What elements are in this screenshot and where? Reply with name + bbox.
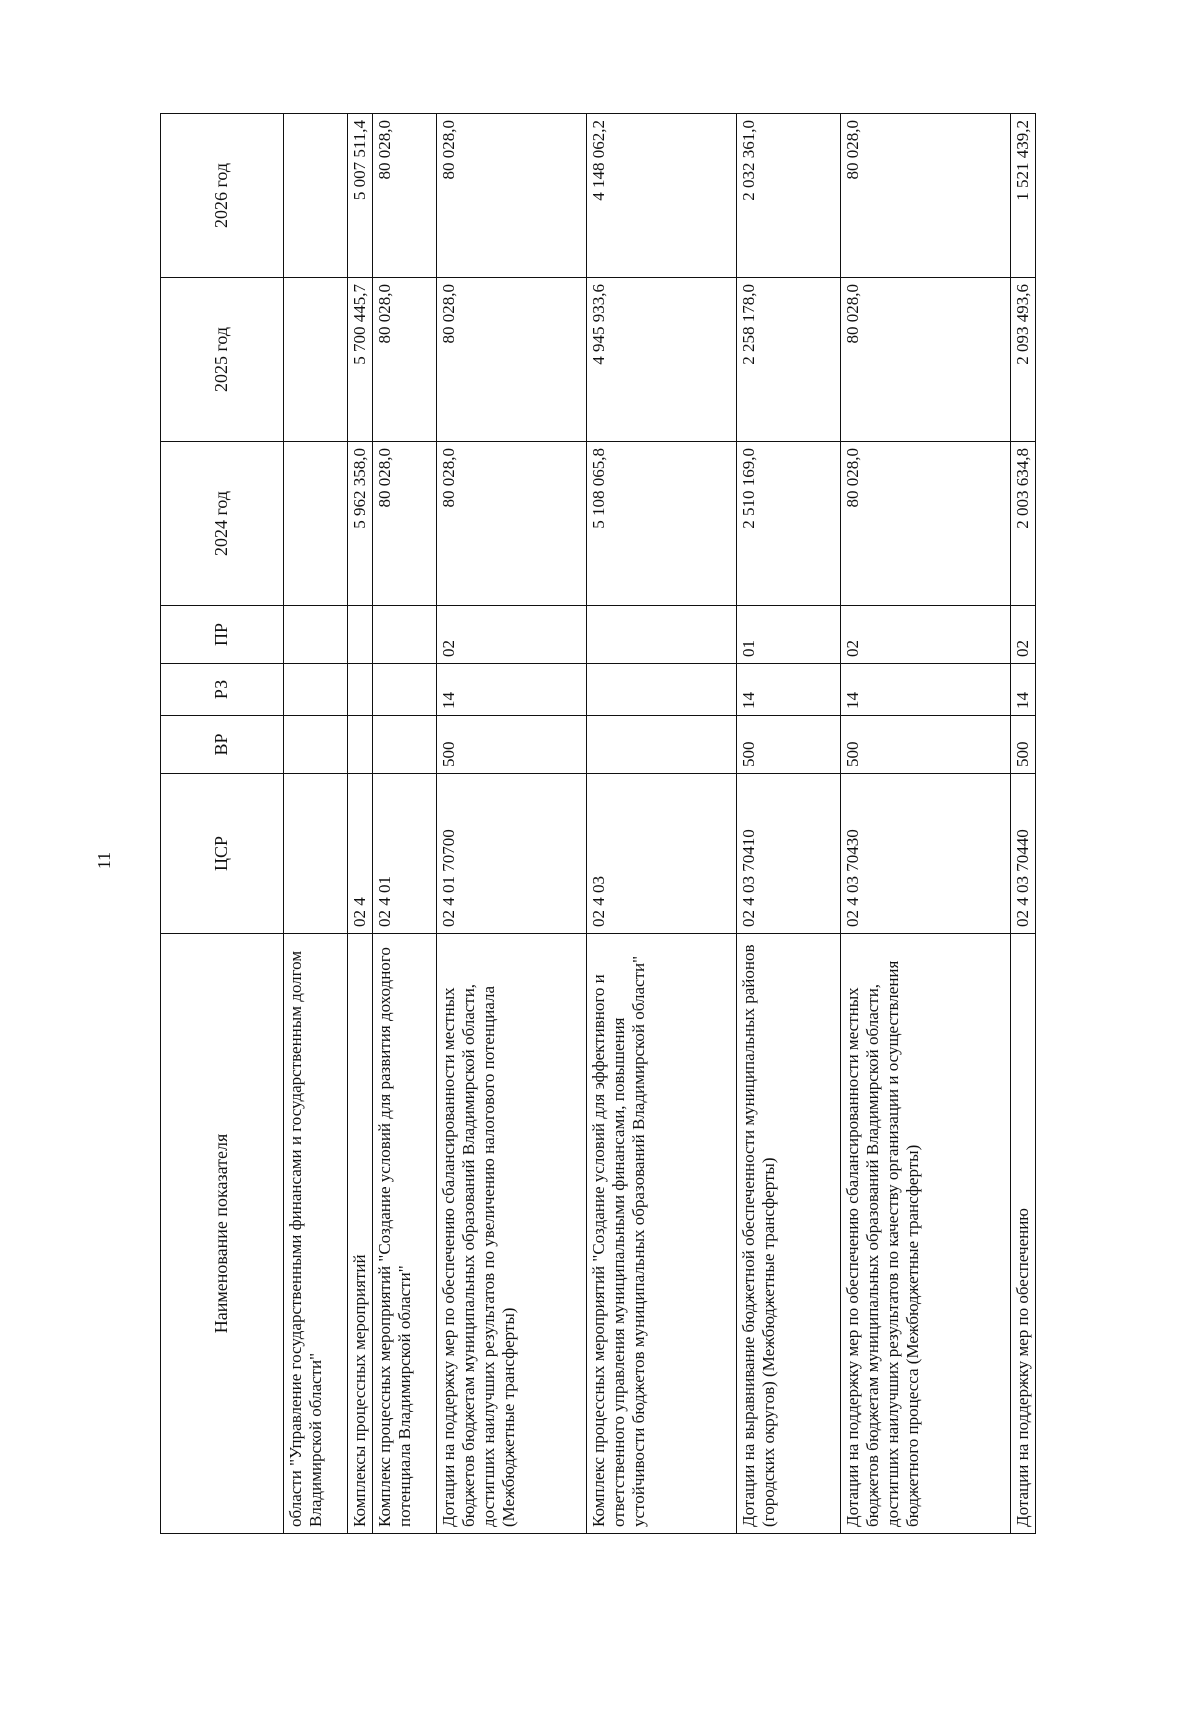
- row-2024: 5 962 358,0: [348, 442, 373, 606]
- header-2024: 2024 год: [161, 442, 284, 606]
- row-2026: 80 028,0: [437, 114, 587, 278]
- row-vr: 500: [1011, 716, 1036, 774]
- header-2026: 2026 год: [161, 114, 284, 278]
- row-rz: 14: [841, 664, 1011, 716]
- row-name: Дотации на поддержку мер по обеспечению: [1011, 934, 1036, 1534]
- row-name: Комплексы процессных мероприятий: [348, 934, 373, 1534]
- row-pr: [284, 606, 348, 664]
- row-rz: 14: [1011, 664, 1036, 716]
- row-csr: 02 4 03 70430: [841, 774, 1011, 934]
- row-2025: 80 028,0: [841, 278, 1011, 442]
- row-2026: 2 032 361,0: [737, 114, 841, 278]
- row-csr: 02 4 03 70440: [1011, 774, 1036, 934]
- row-pr: [348, 606, 373, 664]
- row-2024: 2 003 634,8: [1011, 442, 1036, 606]
- row-name: Комплекс процессных мероприятий "Создание условий для эффективного и ответственного управления муниципальными финансами, повышения устойчивости бюджетов муниципальных образований Владимирской области": [587, 934, 737, 1534]
- page-number: 11: [94, 851, 115, 870]
- row-2025: 2 258 178,0: [737, 278, 841, 442]
- row-2025: 5 700 445,7: [348, 278, 373, 442]
- table-row: [284, 114, 348, 1534]
- row-rz: [373, 664, 437, 716]
- header-rz: РЗ: [161, 664, 284, 716]
- row-name: Дотации на выравнивание бюджетной обеспеченности муниципальных районов (городских округов) (Межбюджетные трансферты): [737, 934, 841, 1534]
- table-row: [1011, 114, 1036, 1534]
- row-2025: [284, 278, 348, 442]
- budget-table-wrapper: [160, 114, 1033, 1534]
- row-2024: 5 108 065,8: [587, 442, 737, 606]
- row-pr: [373, 606, 437, 664]
- row-2026: [284, 114, 348, 278]
- row-name: Дотации на поддержку мер по обеспечению сбалансированности местных бюджетов бюджетам муниципальных образований Владимирской области, достигших наилучших результатов по увеличению налогового потенциала (Межбюджетные трансферты): [437, 934, 587, 1534]
- row-pr: 02: [437, 606, 587, 664]
- row-pr: 02: [1011, 606, 1036, 664]
- row-rz: 14: [737, 664, 841, 716]
- row-2026: 80 028,0: [373, 114, 437, 278]
- row-pr: [587, 606, 737, 664]
- row-csr: 02 4 01: [373, 774, 437, 934]
- row-2026: 80 028,0: [841, 114, 1011, 278]
- header-row: [161, 114, 284, 1534]
- table-row: [373, 114, 437, 1534]
- row-csr: [284, 774, 348, 934]
- row-vr: 500: [437, 716, 587, 774]
- row-2025: 2 093 493,6: [1011, 278, 1036, 442]
- row-2025: 80 028,0: [437, 278, 587, 442]
- row-csr: 02 4 03: [587, 774, 737, 934]
- row-2024: [284, 442, 348, 606]
- header-vr: ВР: [161, 716, 284, 774]
- row-rz: [284, 664, 348, 716]
- row-vr: [587, 716, 737, 774]
- table-row: [737, 114, 841, 1534]
- row-vr: 500: [737, 716, 841, 774]
- row-2024: 80 028,0: [373, 442, 437, 606]
- row-rz: [348, 664, 373, 716]
- row-csr: 02 4 01 70700: [437, 774, 587, 934]
- row-2025: 4 945 933,6: [587, 278, 737, 442]
- row-2025: 80 028,0: [373, 278, 437, 442]
- row-pr: 01: [737, 606, 841, 664]
- table-row: [587, 114, 737, 1534]
- row-name: Комплекс процессных мероприятий "Создание условий для развития доходного потенциала Владимирской области": [373, 934, 437, 1534]
- row-vr: [373, 716, 437, 774]
- table-row: [841, 114, 1011, 1534]
- row-2026: 4 148 062,2: [587, 114, 737, 278]
- row-vr: [284, 716, 348, 774]
- row-2024: 80 028,0: [841, 442, 1011, 606]
- row-vr: 500: [841, 716, 1011, 774]
- row-2024: 2 510 169,0: [737, 442, 841, 606]
- header-csr: ЦСР: [161, 774, 284, 934]
- table-row: [437, 114, 587, 1534]
- header-name: Наименование показателя: [161, 934, 284, 1534]
- row-csr: 02 4: [348, 774, 373, 934]
- row-2024: 80 028,0: [437, 442, 587, 606]
- rotated-table-area: [160, 114, 1033, 1534]
- header-pr: ПР: [161, 606, 284, 664]
- budget-table: [160, 113, 1036, 1534]
- row-pr: 02: [841, 606, 1011, 664]
- row-name: области "Управление государственными финансами и государственным долгом Владимирской области": [284, 934, 348, 1534]
- table-row: [348, 114, 373, 1534]
- header-2025: 2025 год: [161, 278, 284, 442]
- row-rz: [587, 664, 737, 716]
- row-name: Дотации на поддержку мер по обеспечению сбалансированности местных бюджетов бюджетам муниципальных образований Владимирской области, достигших наилучших результатов по качеству организации и осуществления бюджетного процесса (Межбюджетные трансферты): [841, 934, 1011, 1534]
- row-vr: [348, 716, 373, 774]
- row-csr: 02 4 03 70410: [737, 774, 841, 934]
- row-2026: 5 007 511,4: [348, 114, 373, 278]
- row-rz: 14: [437, 664, 587, 716]
- row-2026: 1 521 439,2: [1011, 114, 1036, 278]
